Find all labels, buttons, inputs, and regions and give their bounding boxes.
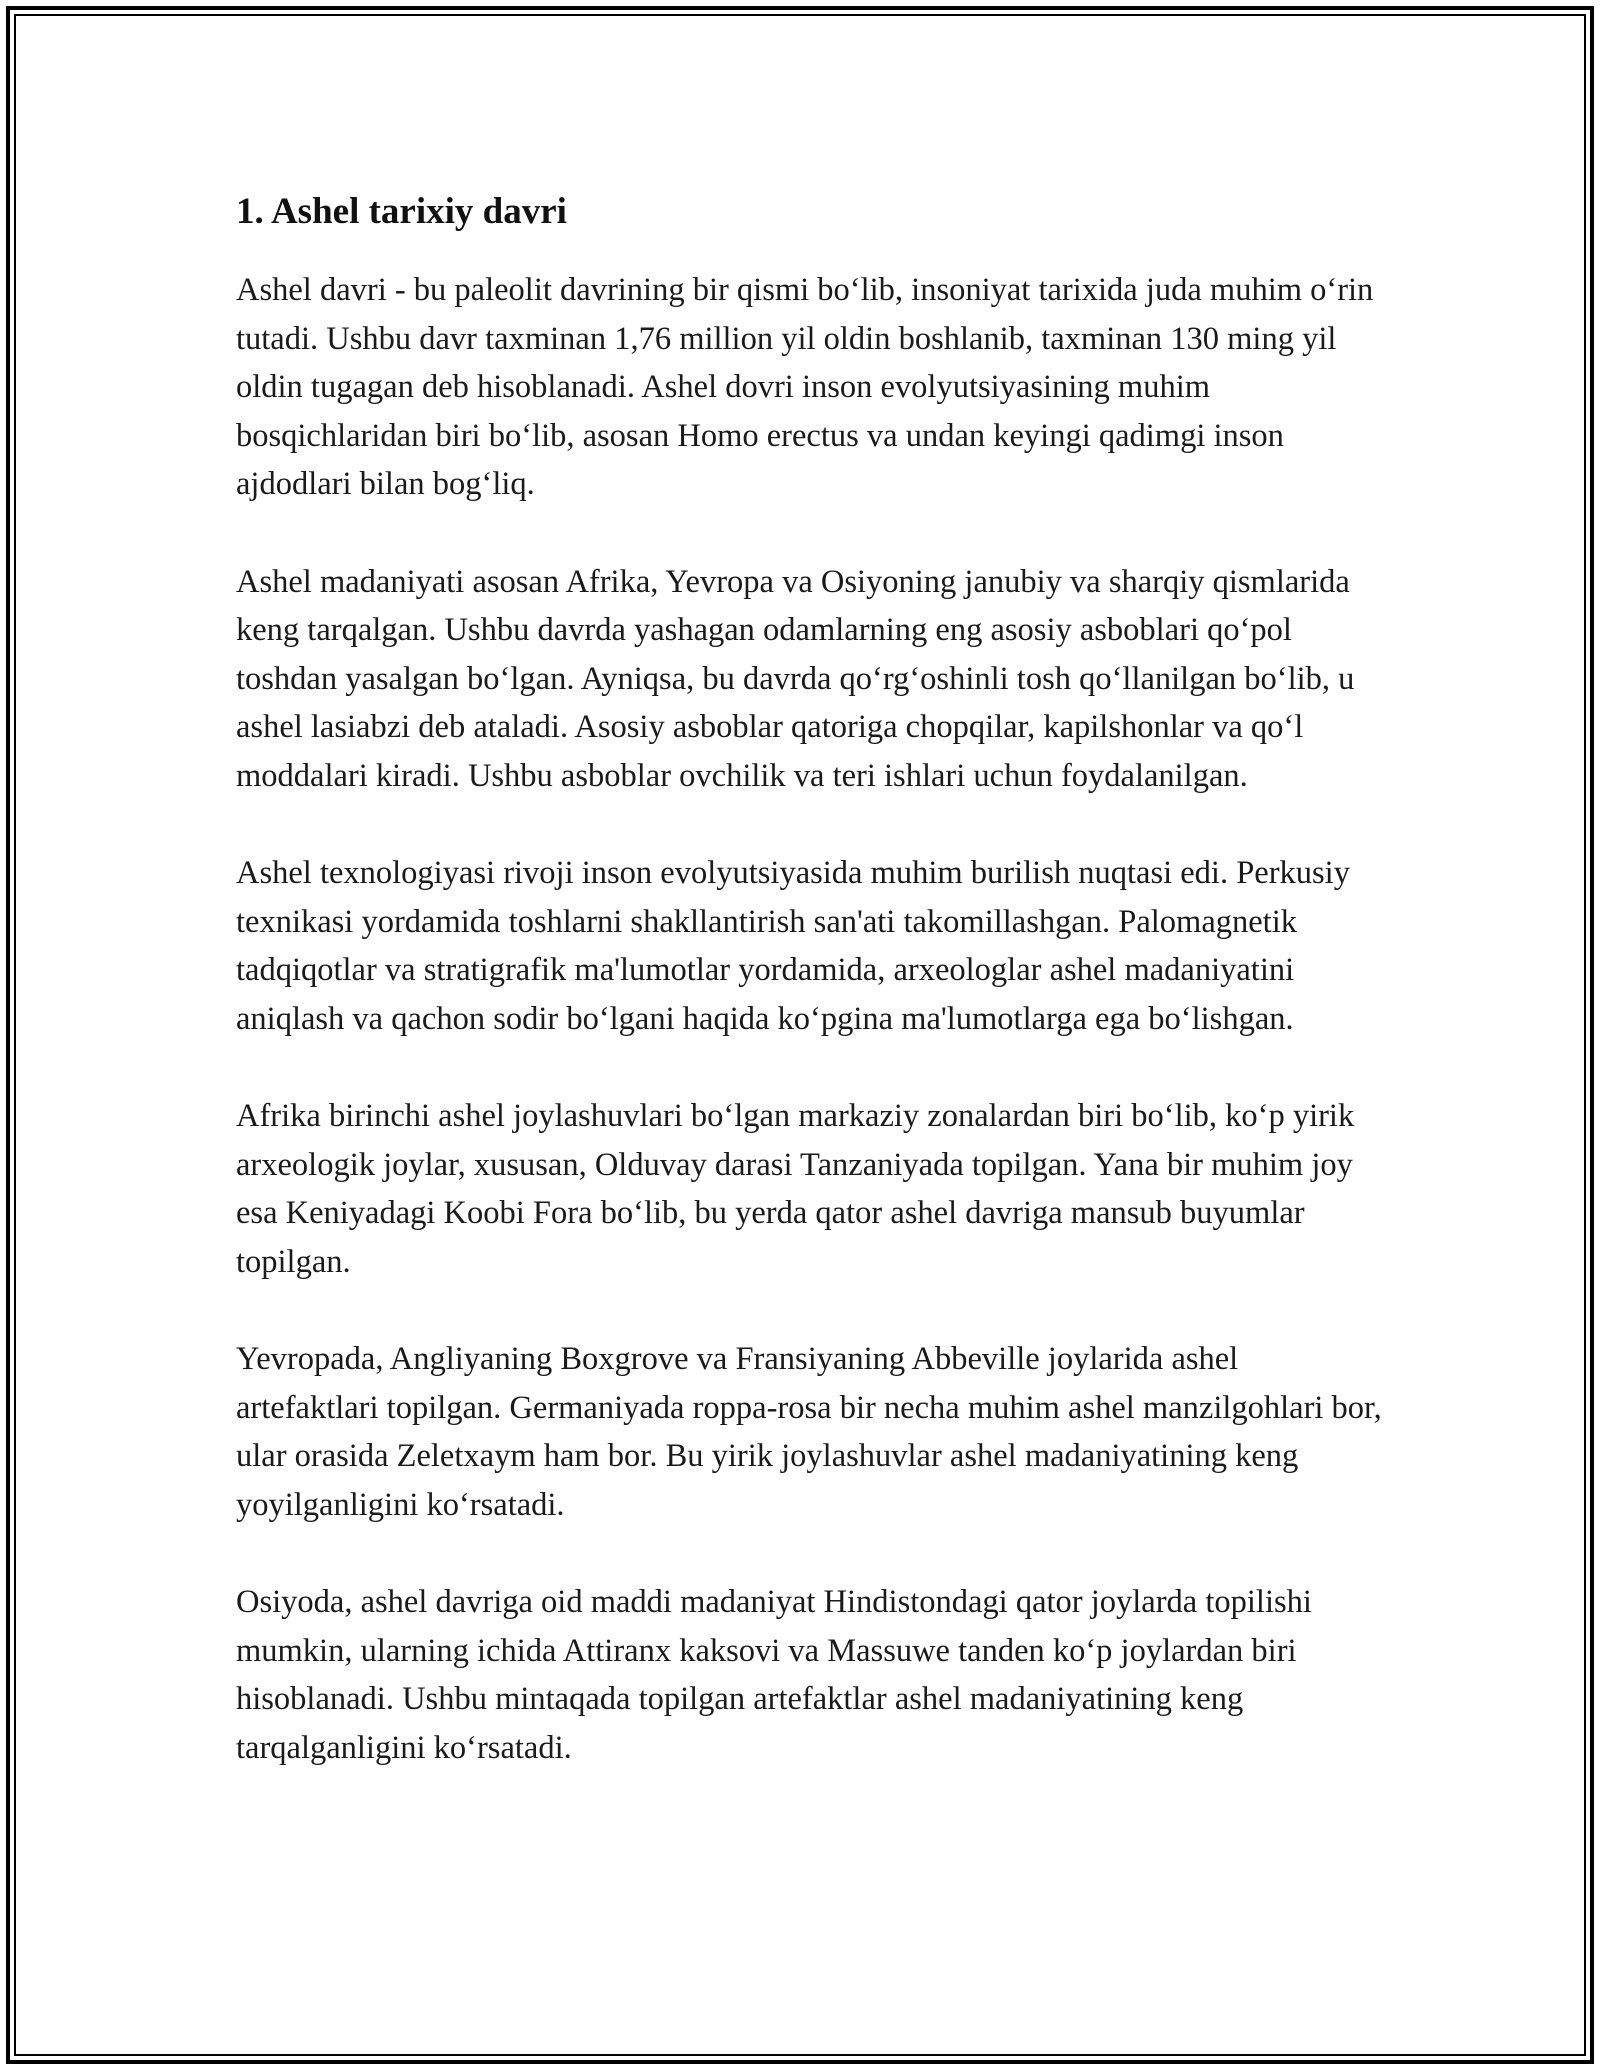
paragraph-6: Osiyoda, ashel davriga oid maddi madaniyat Hindistondagi qator joylarda topilishi mumkin, ularning ichida Attiranx kaksovi va Massuwe tanden ko‘p joylardan biri hisoblanadi. Ushbu mintaqada topilgan artefaktlar ashel madaniyatining keng tarqalganligini ko‘rsatadi.	[236, 1584, 1312, 1766]
section-heading: 1. Ashel tarixiy davri	[236, 191, 567, 232]
paragraph-2: Ashel madaniyati asosan Afrika, Yevropa va Osiyoning janubiy va sharqiy qismlarida keng tarqalgan. Ushbu davrda yashagan odamlarning eng asosiy asboblari qo‘pol toshdan yasalgan bo‘lgan. Ayniqsa, bu davrda qo‘rg‘oshinli tosh qo‘llanilgan bo‘lib, u ashel lasiabzi deb ataladi. Asosiy asboblar qatoriga chopqilar, kapilshonlar va qo‘l moddalari kiradi. Ushbu asboblar ovchilik va teri ishlari uchun foydalanilgan.	[236, 563, 1355, 794]
paragraph-4: Afrika birinchi ashel joylashuvlari bo‘lgan markaziy zonalardan biri bo‘lib, ko‘p yirik arxeologik joylar, xususan, Olduvay darasi Tanzaniyada topilgan. Yana bir muhim joy esa Keniyadagi Koobi Fora bo‘lib, bu yerda qator ashel davriga mansub buyumlar topilgan.	[236, 1098, 1355, 1280]
paragraph-3: Ashel texnologiyasi rivoji inson evolyutsiyasida muhim burilish nuqtasi edi. Perkusiy texnikasi yordamida toshlarni shakllantirish san'ati takomillashgan. Palomagnetik tadqiqotlar va stratigrafik ma'lumotlar yordamida, arxeologlar ashel madaniyatini aniqlash va qachon sodir bo‘lgani haqida ko‘pgina ma'lumotlarga ega bo‘lishgan.	[236, 855, 1350, 1037]
paragraph-5: Yevropada, Angliyaning Boxgrove va Fransiyaning Abbeville joylarida ashel artefaktlari topilgan. Germaniyada roppa-rosa bir necha muhim ashel manzilgohlari bor, ular orasida Zeletxaym ham bor. Bu yirik joylashuvlar ashel madaniyatining keng yoyilganligini ko‘rsatadi.	[236, 1341, 1382, 1523]
paragraph-1: Ashel davri - bu paleolit davrining bir qismi bo‘lib, insoniyat tarixida juda muhim o‘rin tutadi. Ushbu davr taxminan 1,76 million yil oldin boshlanib, taxminan 130 ming yil oldin tugagan deb hisoblanadi. Ashel dovri inson evolyutsiyasining muhim bosqichlaridan biri bo‘lib, asosan Homo erectus va undan keyingi qadimgi inson ajdodlari bilan bog‘liq.	[236, 272, 1374, 502]
document-body	[236, 186, 1386, 1821]
